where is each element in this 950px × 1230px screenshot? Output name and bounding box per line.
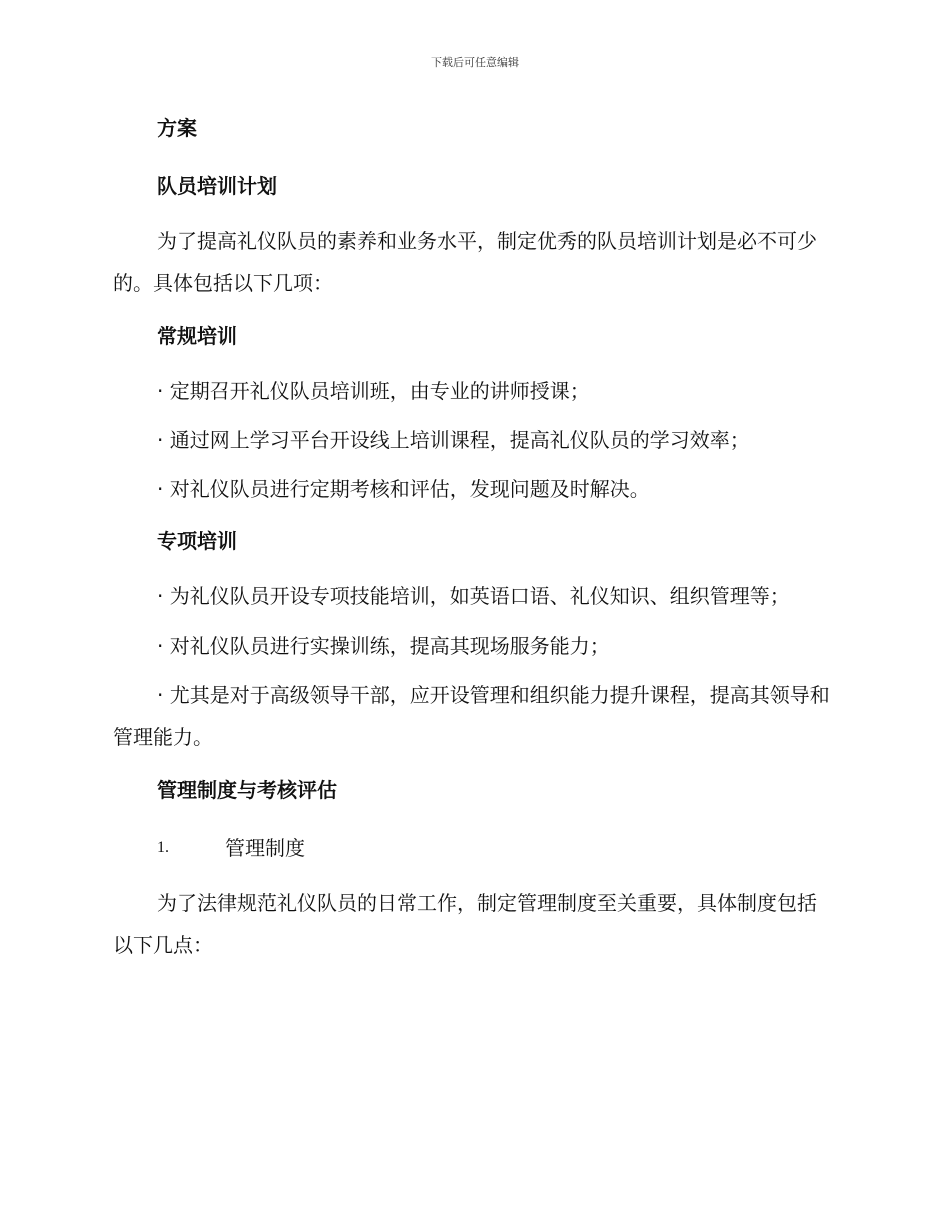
list-item: · 为礼仪队员开设专项技能培训，如英语口语、礼仪知识、组织管理等；	[157, 584, 790, 608]
intro-paragraph: 为了提高礼仪队员的素养和业务水平，制定优秀的队员培训计划是必不可少的。具体包括以下几项：	[113, 229, 817, 295]
heading-management-assessment: 管理制度与考核评估	[157, 778, 337, 802]
heading-regular-training: 常规培训	[157, 324, 237, 348]
list-item: · 对礼仪队员进行实操训练，提高其现场服务能力；	[157, 634, 610, 658]
header-note: 下载后可任意编辑	[431, 56, 519, 69]
numbered-heading	[113, 832, 833, 864]
heading-fangan: 方案	[157, 116, 197, 140]
document-body	[113, 112, 833, 982]
list-item: · 尤其是对于高级领导干部，应开设管理和组织能力提升课程，提高其领导和管理能力。	[113, 683, 830, 749]
management-paragraph: 为了法律规范礼仪队员的日常工作，制定管理制度至关重要，具体制度包括以下几点：	[113, 891, 817, 957]
list-item: · 对礼仪队员进行定期考核和评估，发现问题及时解决。	[157, 477, 650, 501]
list-item: · 通过网上学习平台开设线上培训课程，提高礼仪队员的学习效率；	[157, 428, 750, 452]
heading-special-training: 专项培训	[157, 529, 237, 553]
heading-training-plan: 队员培训计划	[157, 174, 277, 198]
numbered-heading-text: 管理制度	[225, 836, 305, 860]
list-number: 1.	[157, 839, 169, 856]
list-item: · 定期召开礼仪队员培训班，由专业的讲师授课；	[157, 379, 590, 403]
